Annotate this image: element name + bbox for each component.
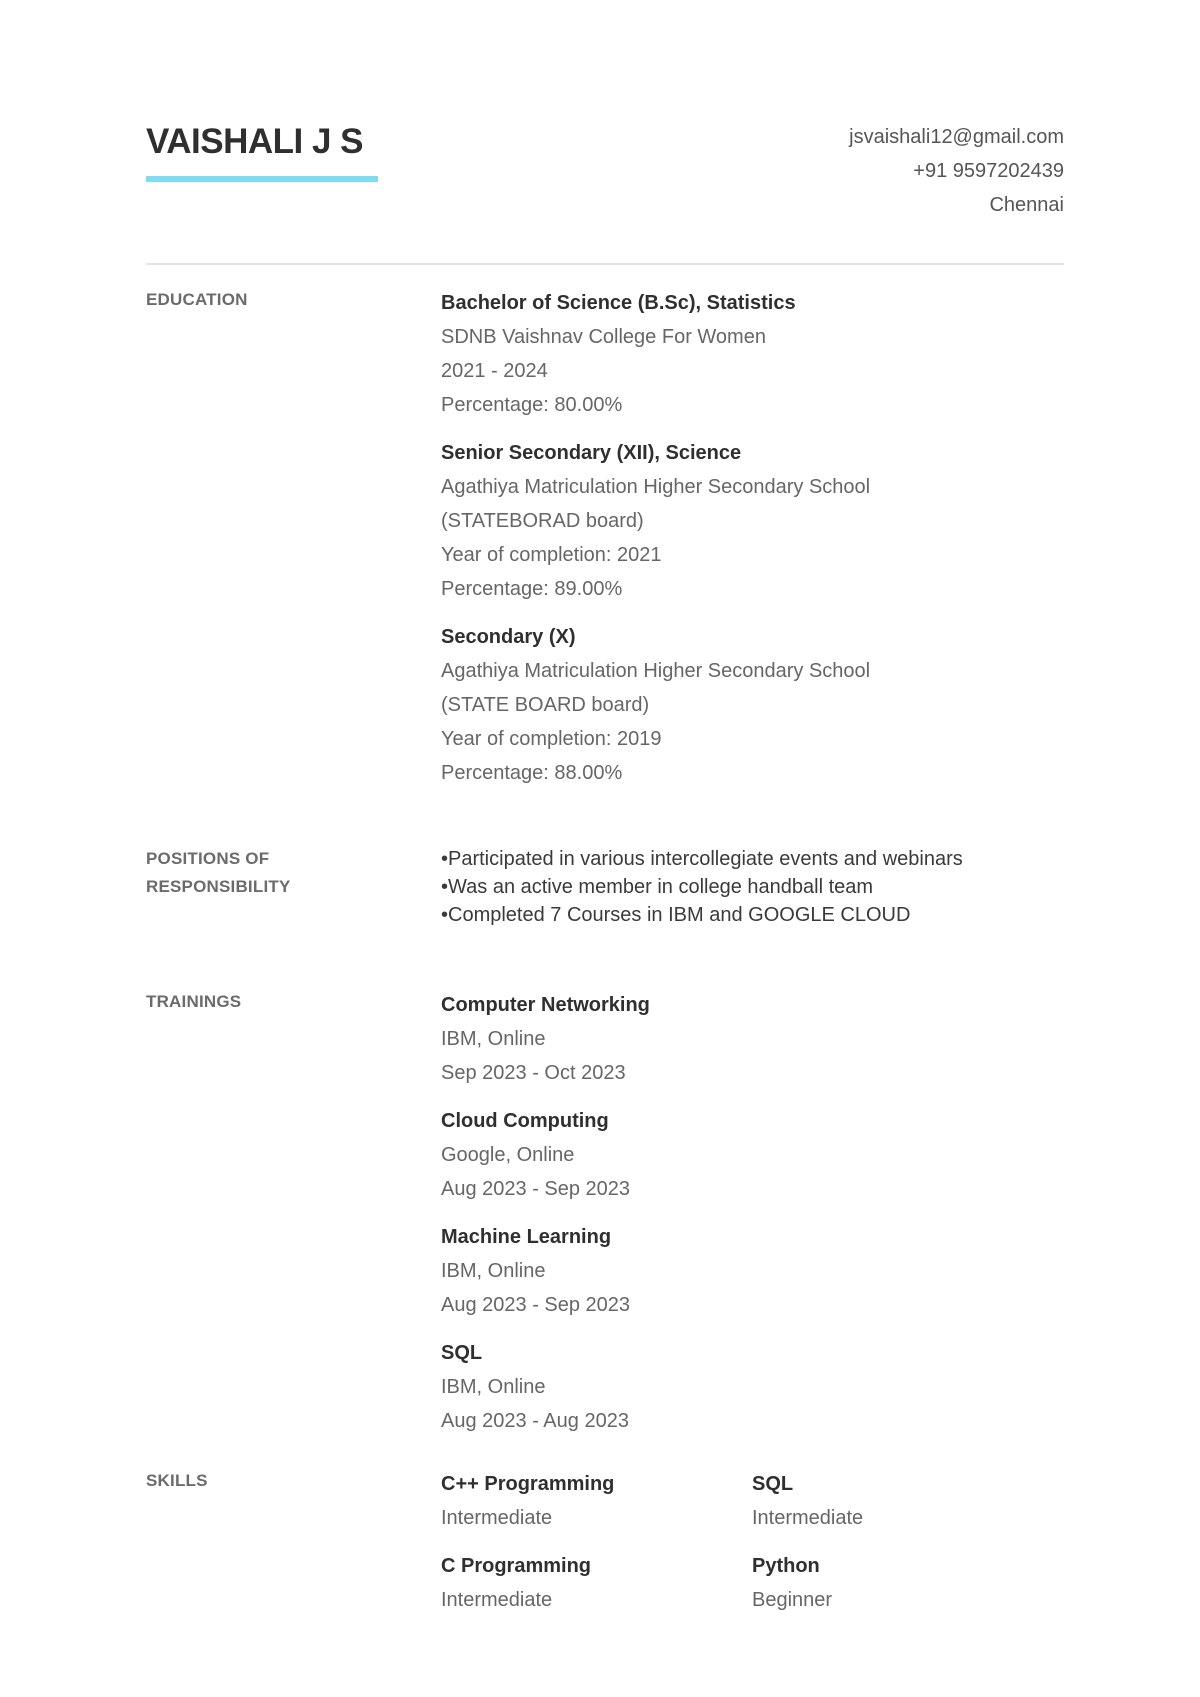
completion-year: Year of completion: 2019 (441, 728, 662, 750)
percentage-text: Percentage: 89.00% (441, 578, 623, 600)
training-title: Cloud Computing (441, 1110, 609, 1132)
institution-name: Agathiya Matriculation Higher Secondary School (441, 476, 871, 498)
skill-level: Beginner (752, 1589, 833, 1611)
positions-content (441, 845, 1064, 929)
trainings-label: TRAININGS (146, 992, 242, 1011)
phone-text: +91 9597202439 (913, 160, 1064, 182)
candidate-name: VAISHALI J S (146, 122, 364, 161)
skill-level: Intermediate (441, 1507, 553, 1529)
position-item: •Was an active member in college handball team (441, 876, 874, 898)
name-underline-accent (146, 176, 378, 182)
degree-title: Secondary (X) (441, 626, 576, 648)
skills-grid (441, 1467, 1064, 1617)
degree-title: Bachelor of Science (B.Sc), Statistics (441, 292, 796, 314)
contact-info (849, 120, 1064, 222)
training-entry (441, 988, 1064, 1090)
positions-label-line: RESPONSIBILITY (146, 877, 291, 896)
institution-name: SDNB Vaishnav College For Women (441, 326, 766, 348)
skill-item (441, 1549, 752, 1617)
training-entry (441, 1336, 1064, 1438)
training-provider: IBM, Online (441, 1028, 546, 1050)
training-entry (441, 1104, 1064, 1206)
trainings-content (441, 988, 1064, 1452)
institution-name: Agathiya Matriculation Higher Secondary School (441, 660, 871, 682)
skill-item (752, 1467, 1063, 1535)
position-item: •Completed 7 Courses in IBM and GOOGLE CLOUD (441, 904, 911, 926)
resume-page (146, 0, 1064, 1697)
skill-name: Python (752, 1555, 820, 1577)
skill-item (441, 1467, 752, 1535)
education-entry (441, 436, 1064, 606)
completion-year: Year of completion: 2021 (441, 544, 662, 566)
training-title: SQL (441, 1342, 483, 1364)
email-text[interactable]: jsvaishali12@gmail.com (849, 126, 1064, 148)
degree-title: Senior Secondary (XII), Science (441, 442, 742, 464)
percentage-text: Percentage: 88.00% (441, 762, 623, 784)
skill-level: Intermediate (441, 1589, 553, 1611)
skill-level: Intermediate (752, 1507, 864, 1529)
study-period: 2021 - 2024 (441, 360, 548, 382)
training-title: Machine Learning (441, 1226, 612, 1248)
training-entry (441, 1220, 1064, 1322)
training-provider: Google, Online (441, 1144, 575, 1166)
training-dates: Aug 2023 - Sep 2023 (441, 1294, 631, 1316)
skill-item (752, 1549, 1063, 1617)
board-text: (STATEBORAD board) (441, 510, 644, 532)
training-dates: Aug 2023 - Aug 2023 (441, 1410, 629, 1432)
training-title: Computer Networking (441, 994, 650, 1016)
training-provider: IBM, Online (441, 1260, 546, 1282)
positions-label-line: POSITIONS OF (146, 849, 270, 868)
education-entry (441, 286, 1064, 422)
location-text: Chennai (989, 194, 1064, 216)
education-content (441, 286, 1064, 804)
position-item: •Participated in various intercollegiate events and webinars (441, 848, 963, 870)
skill-name: C++ Programming (441, 1473, 615, 1495)
training-dates: Sep 2023 - Oct 2023 (441, 1062, 626, 1084)
skill-name: SQL (752, 1473, 794, 1495)
skill-name: C Programming (441, 1555, 592, 1577)
board-text: (STATE BOARD board) (441, 694, 650, 716)
training-provider: IBM, Online (441, 1376, 546, 1398)
header-divider (146, 263, 1064, 265)
education-label: EDUCATION (146, 290, 248, 309)
skills-content (441, 1467, 1064, 1617)
positions-label (146, 845, 396, 901)
skills-label: SKILLS (146, 1471, 208, 1490)
training-dates: Aug 2023 - Sep 2023 (441, 1178, 631, 1200)
education-entry (441, 620, 1064, 790)
percentage-text: Percentage: 80.00% (441, 394, 623, 416)
